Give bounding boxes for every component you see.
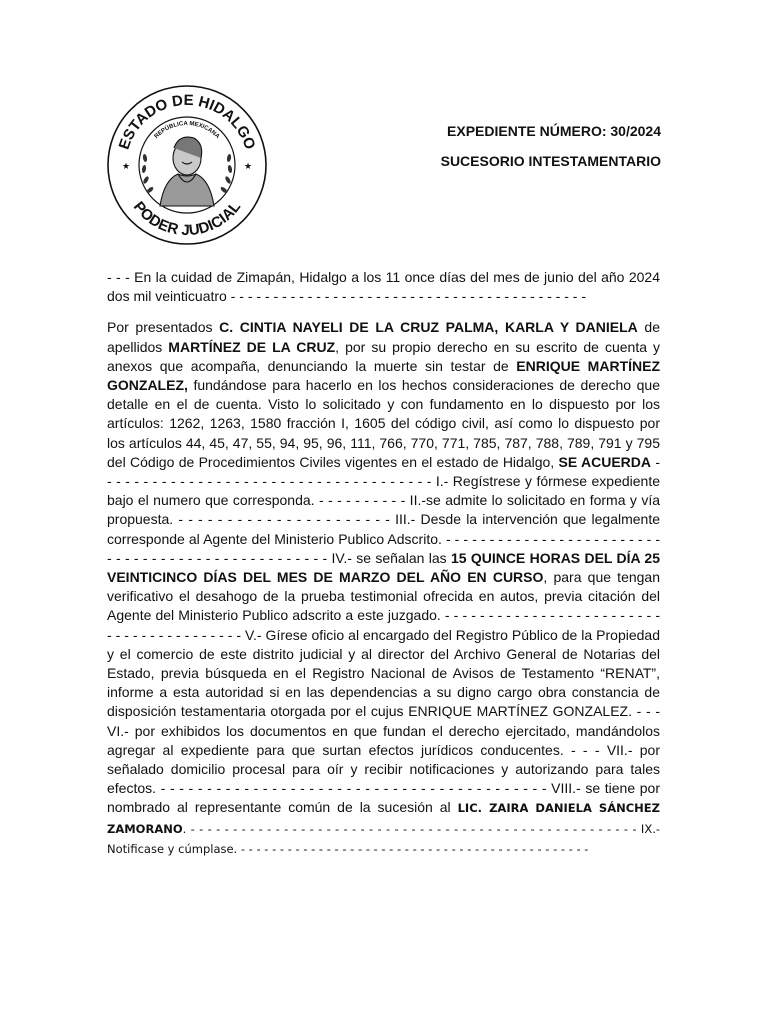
seal-star-right-icon: ★ bbox=[244, 161, 253, 171]
laurel-right-icon bbox=[220, 154, 233, 194]
common-representative: LIC. ZAIRA DANIELA SÁNCHEZ ZAMORANO bbox=[107, 801, 660, 836]
hearing-date: 15 QUINCE HORAS DEL DÍA 25 VEINTICINCO DÍAS DEL MES DE MARZO DEL AÑO EN CURSO bbox=[107, 549, 661, 586]
se-acuerda: SE ACUERDA bbox=[558, 453, 651, 470]
petitioners-surnames: MARTÍNEZ DE LA CRUZ bbox=[168, 338, 336, 355]
seal-top-text: ESTADO DE HIDALGO bbox=[115, 91, 259, 152]
laurel-left-icon bbox=[141, 154, 154, 194]
seal-star-left-icon: ★ bbox=[122, 161, 131, 171]
closing-text: . - - - - - - - - - - - - - - - - - - - - - - - - - - - - - - - - - - - - - - - - - - - - - - - - - - - - - IX.- Notificase y cúmplase. - - - - - - - - - - - - - - - - - - - - - - - - - - - - - - - - - - - - - - - - - - - - - bbox=[107, 821, 660, 856]
text-segment: - - - - - - - - - - - - - - - - - - - - - - - - - - - - - - - - - - - - - I.- Regístrese y fórmese expediente bajo el numero que corresponda. - - - - - - - - - - II.-se admite lo solicitado en forma y vía propuesta. - - - - - - - - - - - - - - - - - - - - - - III.- Desde la intervención que legalmente corresponde al Agente del Ministerio Publico Adscrito. - - - - - - - - - - - - - - - - - - - - - - - - - - - - - - - - - - - - - - - - - - - - - - - - - - IV.- se señalan las bbox=[107, 453, 660, 566]
expediente-number: EXPEDIENTE NÚMERO: 30/2024 bbox=[447, 123, 661, 139]
portrait-bust-icon bbox=[160, 137, 214, 206]
text-segment: Por presentados bbox=[107, 319, 220, 336]
text-segment: de apellidos bbox=[107, 319, 660, 355]
seal-inner-text: REPÚBLICA MEXICANA bbox=[153, 120, 221, 140]
case-type: SUCESORIO INTESTAMENTARIO bbox=[440, 153, 661, 169]
document-header bbox=[441, 122, 661, 182]
seal-emblem bbox=[104, 78, 270, 248]
seal-bottom-text: PODER JUDICIAL bbox=[129, 198, 245, 240]
text-segment: , por su propio derecho en su escrito de cuenta y anexos que acompaña, denunciando la muerte sin testar de bbox=[107, 338, 661, 374]
document-body bbox=[107, 268, 660, 859]
text-segment: , para que tengan verificativo el desahogo de la prueba testimonial ofrecida en autos, previa citación del Agente del Ministerio Publico adscrito a este juzgado. - - - - - - - - - - - - - - - - - - - - - - - - - - - - - - - - - - - - - - - - - V.- Gírese oficio al encargado del Registro Público de la Propiedad y el comercio de este distrito judicial y al director del Archivo General de Notarias del Estado, previa búsqueda en el Registro Nacional de Avisos de Testamento “RENAT”, informe a esta autoridad si en las dependencias a su digno cargo obra constancia de disposición testamentaria otorgada por el cujus ENRIQUE MARTÍNEZ GONZALEZ. - - - VI.- por exhibidos los documentos en que fundan el derecho ejercitado, mandándolos agregar al expediente para que surtan efectos jurídicos conducentes. - - - VII.- por señalado domicilio procesal para oír y recibir notificaciones y autorizando para tales efectos. - - - - - - - - - - - - - - - - - - - - - - - - - - - - - - - - - - - - - - - - - - VIII.- se tiene por nombrado al representante común de la sucesión al bbox=[107, 569, 661, 816]
resolution-paragraph bbox=[107, 318, 660, 859]
date-paragraph: - - - En la cuidad de Zimapán, Hidalgo a los 11 once días del mes de junio del año 2024 dos mil veinticuatro - - - - - - - - - - - - - - - - - - - - - - - - - - - - - - - - - - - - - - - - - - bbox=[107, 269, 660, 305]
poder-judicial-seal bbox=[104, 78, 270, 248]
deceased-name: ENRIQUE MARTÍNEZ GONZALEZ, bbox=[107, 357, 661, 394]
text-segment: fundándose para hacerlo en los hechos consideraciones de derecho que detalle en el de cuenta. Visto lo solicitado y con fundamento en lo dispuesto por los artículos: 1262, 1263, 1580 fracción I, 1605 del código civil, así como lo dispuesto por los artículos 44, 45, 47, 55, 94, 95, 96, 111, 766, 770, 771, 785, 787, 788, 789, 791 y 795 del Código de Procedimientos Civiles vigentes en el estado de Hidalgo, bbox=[107, 377, 660, 470]
petitioners-names: C. CINTIA NAYELI DE LA CRUZ PALMA, KARLA Y DANIELA bbox=[219, 319, 638, 336]
